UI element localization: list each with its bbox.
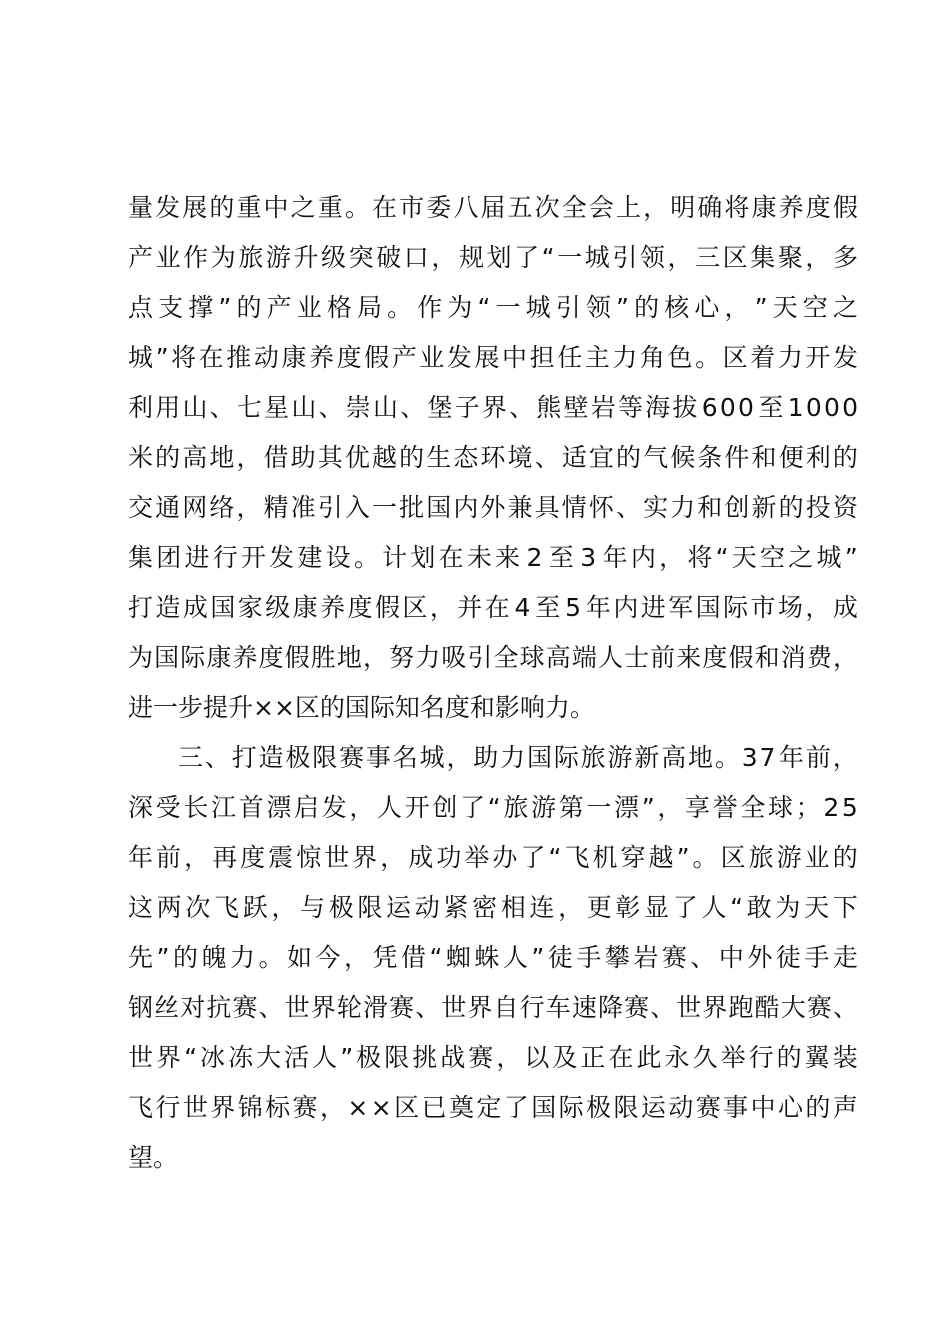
text-line: 城 ” 将 在 推 动 康 养 度 假 产 业 发 展 中 担 任 主 力 角 色 。 区 着 力 开 发 <box>128 343 858 372</box>
text-line: 交 通 网 络 ， 精 准 引 入 一 批 国 内 外 兼 具 情 怀 、 实 力 和 创 新 的 投 资 <box>128 493 858 522</box>
section-heading-line: 三 、 打 造 极 限 赛 事 名 城 ， 助 力 国 际 旅 游 新 高 地 。 3 7 年 前 ， <box>178 743 858 772</box>
text-line: 米 的 高 地 ， 借 助 其 优 越 的 生 态 环 境 、 适 宜 的 气 候 条 件 和 便 利 的 <box>128 443 858 472</box>
text-line: 为 国 际 康 养 度 假 胜 地 ， 努 力 吸 引 全 球 高 端 人 士 前 来 度 假 和 消 费 ， <box>128 643 858 672</box>
text-line: 飞 行 世 界 锦 标 赛 ， × × 区 已 奠 定 了 国 际 极 限 运 动 赛 事 中 心 的 声 <box>128 1093 858 1122</box>
text-line: 深 受 长 江 首 漂 启 发 ， 人 开 创 了 “ 旅 游 第 一 漂 ” ， 享 誉 全 球 ； 2 5 <box>128 793 858 822</box>
text-line: 望。 <box>128 1143 179 1172</box>
text-line: 进一步提升××区的国际知名度和影响力。 <box>128 693 595 722</box>
text-line: 钢 丝 对 抗 赛 、 世 界 轮 滑 赛 、 世 界 自 行 车 速 降 赛 、 世 界 跑 酷 大 赛 、 <box>128 993 858 1022</box>
text-line: 打 造 成 国 家 级 康 养 度 假 区 ， 并 在 4 至 5 年 内 进 军 国 际 市 场 ， 成 <box>128 593 858 622</box>
text-line: 先 ” 的 魄 力 。 如 今 ， 凭 借 “ 蜘 蛛 人 ” 徒 手 攀 岩 赛 、 中 外 徒 手 走 <box>128 943 858 972</box>
text-line: 年 前 ， 再 度 震 惊 世 界 ， 成 功 举 办 了 “ 飞 机 穿 越 ” 。 区 旅 游 业 的 <box>128 843 858 872</box>
text-line: 这 两 次 飞 跃 ， 与 极 限 运 动 紧 密 相 连 ， 更 彰 显 了 人 “ 敢 为 天 下 <box>128 893 858 922</box>
text-line: 集 团 进 行 开 发 建 设 。 计 划 在 未 来 2 至 3 年 内 ， 将 “ 天 空 之 城 ” <box>128 543 858 572</box>
text-line: 利 用 山 、 七 星 山 、 崇 山 、 堡 子 界 、 熊 壁 岩 等 海 拔 6 0 0 至 1 0 0 0 <box>128 393 858 422</box>
text-line: 产 业 作 为 旅 游 升 级 突 破 口 ， 规 划 了 “ 一 城 引 领 ， 三 区 集 聚 ， 多 <box>128 243 858 272</box>
text-line: 量 发 展 的 重 中 之 重 。 在 市 委 八 届 五 次 全 会 上 ， 明 确 将 康 养 度 假 <box>128 193 858 222</box>
document-body <box>128 183 858 1183</box>
text-line: 点 支 撑 ” 的 产 业 格 局 。 作 为 “ 一 城 引 领 ” 的 核 心 ， ” 天 空 之 <box>128 293 858 322</box>
text-line: 世 界 “ 冰 冻 大 活 人 ” 极 限 挑 战 赛 ， 以 及 正 在 此 永 久 举 行 的 翼 装 <box>128 1043 858 1072</box>
